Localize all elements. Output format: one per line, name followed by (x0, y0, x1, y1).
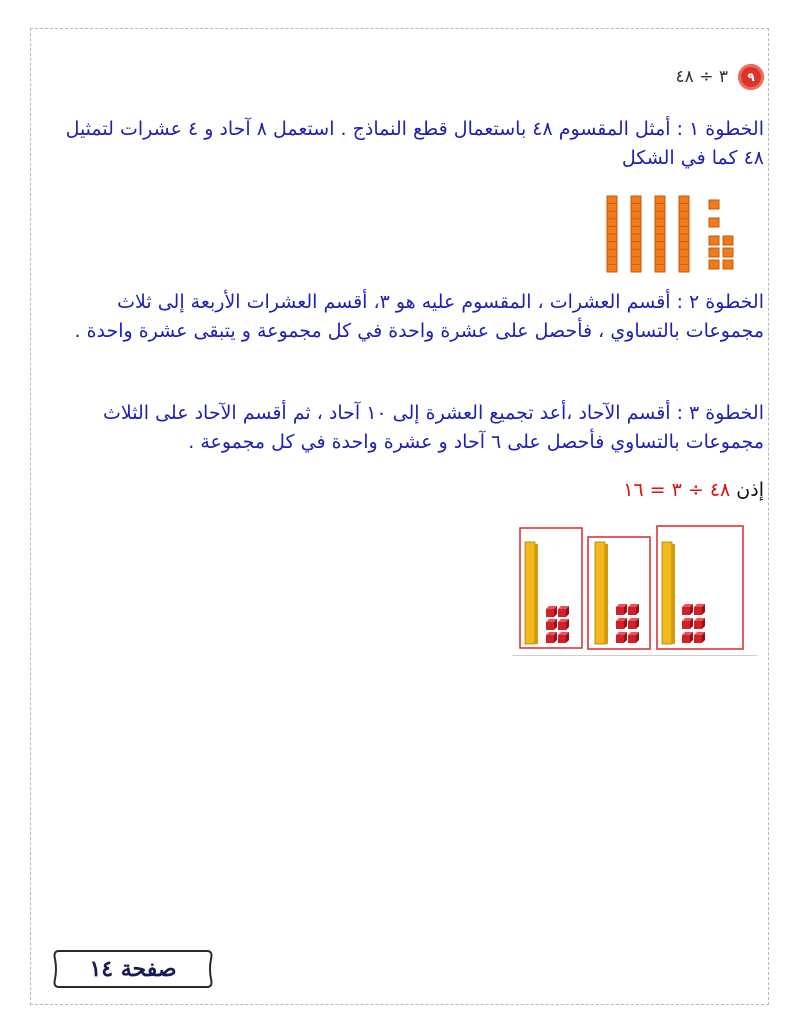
ones-group-1 (546, 606, 569, 643)
one-cube (709, 248, 719, 257)
one-cube (723, 236, 733, 245)
page-border (30, 28, 769, 1005)
badge-number: ٩ (747, 70, 755, 84)
tens-rod (525, 542, 538, 644)
page-number-tag (51, 947, 215, 991)
result-line (58, 476, 764, 504)
tens-rod (662, 542, 675, 644)
one-cube (709, 236, 719, 245)
number-badge-icon (738, 64, 764, 90)
base-ten-blocks-48 (605, 194, 761, 274)
step-1-text: الخطوة ١ : أمثل المقسوم ٤٨ باستعمال قطع النماذج . استعمل ٨ آحاد و ٤ عشرات لتمثيل ٤٨ كما في الشكل (65, 118, 764, 169)
one-cube (723, 260, 733, 269)
step-2-text: الخطوة ٢ : أقسم العشرات ، المقسوم عليه هو ٣، أقسم العشرات الأربعة إلى ثلاث مجموعات بالتساوي ، فأحصل على عشرة واحدة في كل مجموعة و يتبقى عشرة واحدة . (74, 291, 764, 342)
one-cube (709, 260, 719, 269)
tens-rods (607, 196, 689, 272)
result-equation: ٤٨ ÷ ٣ = ١٦ (623, 479, 731, 501)
problem-expression: ٣ ÷ ٤٨ (675, 67, 728, 87)
page-label: صفحة ١٤ (89, 956, 177, 982)
step-3-text: الخطوة ٣ : أقسم الآحاد ،أعد تجميع العشرة إلى ١٠ آحاد ، ثم أقسم الآحاد على الثلاث مجموعات بالتساوي فأحصل على ٦ آحاد و عشرة واحدة في كل مجموعة . (103, 402, 764, 453)
tens-rod (595, 542, 608, 644)
problem-header (58, 62, 764, 92)
one-cube (709, 218, 719, 227)
division-groups-model (512, 523, 757, 656)
ones-group-3 (682, 604, 705, 643)
ones-cubes (709, 200, 733, 269)
result-prefix: إذن (736, 479, 764, 501)
one-cube (709, 200, 719, 209)
one-cube (723, 248, 733, 257)
ones-group-2 (616, 604, 639, 643)
